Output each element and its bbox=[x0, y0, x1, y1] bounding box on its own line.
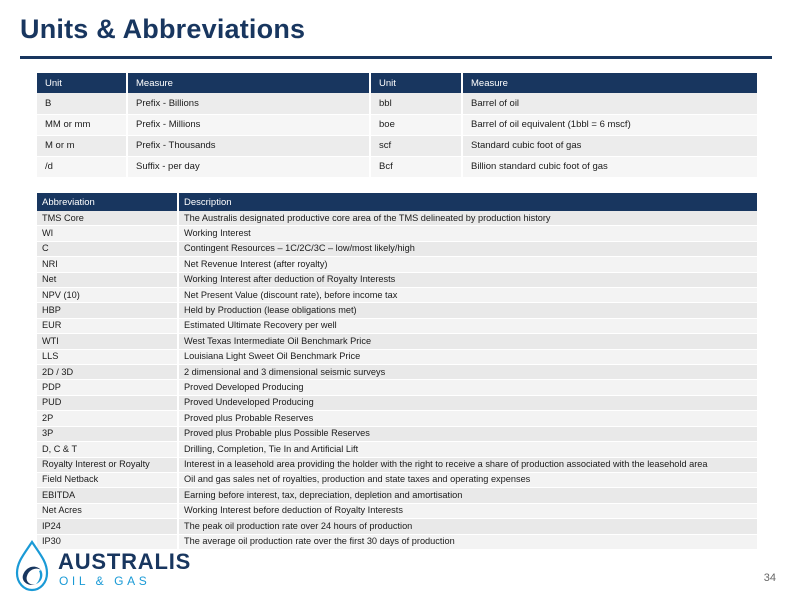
unit-cell: scf bbox=[370, 135, 462, 156]
abbreviation-cell: WI bbox=[37, 226, 178, 241]
measure-cell: Prefix - Millions bbox=[127, 114, 370, 135]
description-cell: The average oil production rate over the first 30 days of production bbox=[178, 534, 758, 549]
unit-cell: /d bbox=[37, 156, 127, 177]
description-cell: Net Revenue Interest (after royalty) bbox=[178, 257, 758, 272]
table-row bbox=[37, 457, 758, 472]
description-cell: The Australis designated productive core area of the TMS delineated by production history bbox=[178, 211, 758, 226]
units-header-measure: Measure bbox=[127, 73, 370, 93]
description-cell: West Texas Intermediate Oil Benchmark Price bbox=[178, 334, 758, 349]
abbreviation-cell: Royalty Interest or Royalty bbox=[37, 457, 178, 472]
description-cell: Oil and gas sales net of royalties, production and state taxes and operating expenses bbox=[178, 472, 758, 487]
units-table bbox=[37, 73, 759, 178]
unit-cell: boe bbox=[370, 114, 462, 135]
description-cell: Drilling, Completion, Tie In and Artificial Lift bbox=[178, 442, 758, 457]
abbreviation-cell: Net Acres bbox=[37, 503, 178, 518]
abbr-header-description: Description bbox=[178, 193, 758, 211]
abbreviation-cell: NPV (10) bbox=[37, 288, 178, 303]
description-cell: Net Present Value (discount rate), before income tax bbox=[178, 288, 758, 303]
unit-cell: MM or mm bbox=[37, 114, 127, 135]
abbreviation-cell: 3P bbox=[37, 426, 178, 441]
table-row bbox=[37, 135, 758, 156]
abbreviation-cell: WTI bbox=[37, 334, 178, 349]
logo-subtitle: OIL & GAS bbox=[59, 574, 151, 588]
measure-cell: Billion standard cubic foot of gas bbox=[462, 156, 758, 177]
abbr-header-abbreviation: Abbreviation bbox=[37, 193, 178, 211]
table-row bbox=[37, 519, 758, 534]
page-number: 34 bbox=[763, 572, 776, 584]
table-row bbox=[37, 318, 758, 333]
description-cell: Held by Production (lease obligations met) bbox=[178, 303, 758, 318]
description-cell: Contingent Resources – 1C/2C/3C – low/most likely/high bbox=[178, 241, 758, 256]
abbreviation-cell: C bbox=[37, 241, 178, 256]
table-row bbox=[37, 303, 758, 318]
table-row bbox=[37, 272, 758, 287]
abbreviation-cell: EUR bbox=[37, 318, 178, 333]
measure-cell: Standard cubic foot of gas bbox=[462, 135, 758, 156]
table-row bbox=[37, 503, 758, 518]
description-cell: Proved plus Probable Reserves bbox=[178, 411, 758, 426]
abbreviations-table-header bbox=[37, 193, 758, 211]
table-row bbox=[37, 426, 758, 441]
table-row bbox=[37, 93, 758, 114]
abbreviation-cell: PDP bbox=[37, 380, 178, 395]
unit-cell: M or m bbox=[37, 135, 127, 156]
table-row bbox=[37, 288, 758, 303]
table-row bbox=[37, 472, 758, 487]
measure-cell: Barrel of oil equivalent (1bbl = 6 mscf) bbox=[462, 114, 758, 135]
units-header-unit-2: Unit bbox=[370, 73, 462, 93]
abbreviation-cell: TMS Core bbox=[37, 211, 178, 226]
description-cell: Working Interest bbox=[178, 226, 758, 241]
measure-cell: Suffix - per day bbox=[127, 156, 370, 177]
abbreviation-cell: HBP bbox=[37, 303, 178, 318]
table-row bbox=[37, 114, 758, 135]
table-row bbox=[37, 226, 758, 241]
table-row bbox=[37, 380, 758, 395]
table-row bbox=[37, 488, 758, 503]
table-row bbox=[37, 156, 758, 177]
units-table-header bbox=[37, 73, 758, 93]
description-cell: Louisiana Light Sweet Oil Benchmark Price bbox=[178, 349, 758, 364]
table-row bbox=[37, 365, 758, 380]
unit-cell: Bcf bbox=[370, 156, 462, 177]
table-row bbox=[37, 257, 758, 272]
table-row bbox=[37, 211, 758, 226]
drop-swirl-logo-icon bbox=[12, 540, 52, 592]
abbreviation-cell: LLS bbox=[37, 349, 178, 364]
page-title: Units & Abbreviations bbox=[20, 14, 306, 44]
description-cell: Interest in a leasehold area providing the holder with the right to receive a share of production associated with the leasehold area bbox=[178, 457, 758, 472]
table-row bbox=[37, 411, 758, 426]
measure-cell: Prefix - Thousands bbox=[127, 135, 370, 156]
abbreviation-cell: NRI bbox=[37, 257, 178, 272]
abbreviation-cell: 2D / 3D bbox=[37, 365, 178, 380]
description-cell: Working Interest after deduction of Royalty Interests bbox=[178, 272, 758, 287]
description-cell: The peak oil production rate over 24 hours of production bbox=[178, 519, 758, 534]
description-cell: Earning before interest, tax, depreciation, depletion and amortisation bbox=[178, 488, 758, 503]
abbreviations-table bbox=[37, 193, 759, 550]
unit-cell: B bbox=[37, 93, 127, 114]
description-cell: Estimated Ultimate Recovery per well bbox=[178, 318, 758, 333]
abbreviation-cell: Net bbox=[37, 272, 178, 287]
table-row bbox=[37, 241, 758, 256]
abbreviation-cell: EBITDA bbox=[37, 488, 178, 503]
units-header-measure-2: Measure bbox=[462, 73, 758, 93]
abbreviation-cell: D, C & T bbox=[37, 442, 178, 457]
title-divider bbox=[20, 56, 772, 59]
abbreviation-cell: IP30 bbox=[37, 534, 178, 549]
abbreviation-cell: 2P bbox=[37, 411, 178, 426]
measure-cell: Barrel of oil bbox=[462, 93, 758, 114]
description-cell: Proved plus Probable plus Possible Reserves bbox=[178, 426, 758, 441]
description-cell: Proved Developed Producing bbox=[178, 380, 758, 395]
table-row bbox=[37, 395, 758, 410]
logo-wordmark: AUSTRALIS bbox=[58, 549, 192, 574]
units-header-unit: Unit bbox=[37, 73, 127, 93]
unit-cell: bbl bbox=[370, 93, 462, 114]
abbreviation-cell: Field Netback bbox=[37, 472, 178, 487]
table-row bbox=[37, 442, 758, 457]
measure-cell: Prefix - Billions bbox=[127, 93, 370, 114]
description-cell: Proved Undeveloped Producing bbox=[178, 395, 758, 410]
abbreviation-cell: PUD bbox=[37, 395, 178, 410]
description-cell: 2 dimensional and 3 dimensional seismic surveys bbox=[178, 365, 758, 380]
description-cell: Working Interest before deduction of Royalty Interests bbox=[178, 503, 758, 518]
table-row bbox=[37, 349, 758, 364]
table-row bbox=[37, 334, 758, 349]
company-logo bbox=[12, 540, 212, 592]
abbreviation-cell: IP24 bbox=[37, 519, 178, 534]
